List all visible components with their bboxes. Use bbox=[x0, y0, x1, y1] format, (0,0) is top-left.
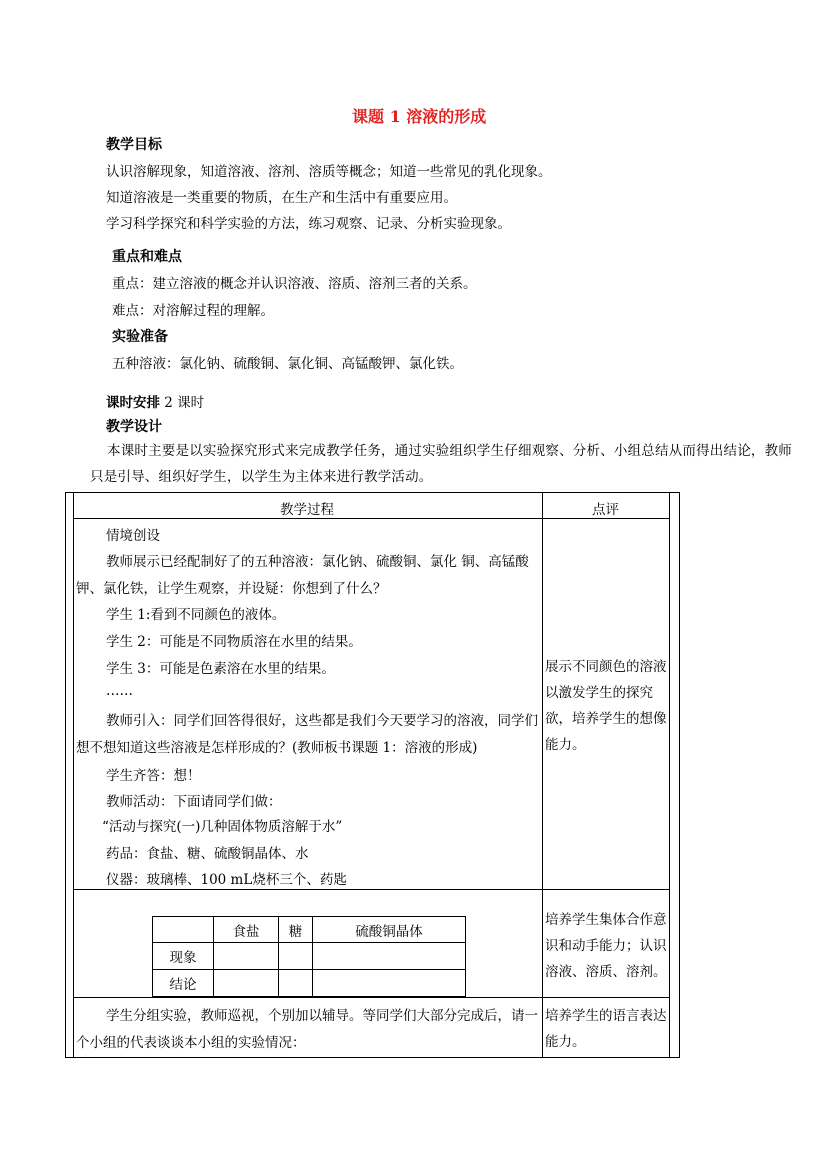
row2-comment: 培养学生集体合作意识和动手能力；认识溶液、溶质、溶剂。 bbox=[545, 912, 667, 980]
key-point-text: 重点：建立溶液的概念并认识溶液、溶质、溶剂三者的关系。 bbox=[112, 276, 477, 292]
inner-header: 糖 bbox=[279, 917, 313, 943]
goal-item: 认识溶解现象，知道溶液、溶剂、溶质等概念；知道一些常见的乳化现象。 bbox=[106, 164, 552, 180]
goal-item: 知道溶液是一类重要的物质，在生产和生活中有重要应用。 bbox=[106, 190, 457, 206]
row-line: 教师引入：同学们回答得很好，这些都是我们今天要学习的溶液，同学们想不想知道这些溶液是怎样形成的？(教师板书课题 1：溶液的形成) bbox=[76, 713, 538, 756]
row-line: “活动与探究(一)几种固体物质溶解于水” bbox=[102, 819, 343, 835]
prep-heading: 实验准备 bbox=[112, 329, 168, 345]
row1-comment: 展示不同颜色的溶液以激发学生的探究欲，培养学生的想像能力。 bbox=[545, 659, 667, 753]
inner-cell bbox=[313, 943, 466, 970]
page-title: 课题 1 溶液的形成 bbox=[352, 107, 487, 126]
design-heading: 教学设计 bbox=[106, 419, 162, 435]
inner-cell bbox=[279, 970, 313, 997]
inner-header: 食盐 bbox=[214, 917, 279, 943]
row-line: 学生 2：可能是不同物质溶在水里的结果。 bbox=[106, 634, 362, 650]
schedule-line bbox=[106, 391, 204, 411]
row3-comment: 培养学生的语言表达能力。 bbox=[545, 1008, 667, 1050]
row-line: …… bbox=[106, 683, 133, 699]
inner-row-label: 结论 bbox=[153, 970, 214, 997]
schedule-heading: 课时安排 bbox=[106, 395, 160, 411]
inner-header: 硫酸铜晶体 bbox=[313, 917, 466, 943]
inner-cell bbox=[214, 943, 279, 970]
schedule-value: 2 课时 bbox=[164, 395, 205, 411]
observation-table bbox=[152, 916, 466, 997]
inner-cell bbox=[313, 970, 466, 997]
inner-row-label: 现象 bbox=[153, 943, 214, 970]
row-line: 学生 3：可能是色素溶在水里的结果。 bbox=[106, 661, 335, 677]
header-process: 教学过程 bbox=[280, 502, 334, 518]
inner-cell bbox=[279, 943, 313, 970]
row3-text: 学生分组实验，教师巡视，个别加以辅导。等同学们大部分完成后，请一个小组的代表谈谈本小组的实验情况： bbox=[76, 1008, 538, 1051]
prep-text: 五种溶液：氯化钠、硫酸铜、氯化铜、高锰酸钾、氯化铁。 bbox=[112, 356, 463, 372]
row-line: 仪器：玻璃棒、100 mL烧杯三个、药匙 bbox=[106, 872, 347, 888]
inner-cell bbox=[214, 970, 279, 997]
row-line: 学生齐答：想！ bbox=[106, 768, 201, 784]
design-text: 本课时主要是以实验探究形式来完成教学任务，通过实验组织学生仔细观察、分析、小组总结从而得出结论，教师只是引导、组织好学生，以学生为主体来进行教学活动。 bbox=[90, 443, 792, 485]
key-points-heading: 重点和难点 bbox=[112, 249, 182, 265]
row-line: 情境创设 bbox=[106, 528, 160, 544]
row-line: 学生 1:看到不同颜色的液体。 bbox=[106, 607, 286, 623]
difficult-point-text: 难点：对溶解过程的理解。 bbox=[112, 303, 274, 319]
inner-header bbox=[153, 917, 214, 943]
goal-item: 学习科学探究和科学实验的方法，练习观察、记录、分析实验现象。 bbox=[106, 216, 511, 232]
row-line: 教师活动：下面请同学们做： bbox=[106, 794, 282, 810]
goals-heading: 教学目标 bbox=[106, 137, 162, 153]
row-line: 教师展示已经配制好了的五种溶液：氯化钠、硫酸铜、氯化 铜、高锰酸钾、氯化铁，让学生观察，并设疑：你想到了什么？ bbox=[76, 554, 529, 597]
row-line: 药品：食盐、糖、硫酸铜晶体、水 bbox=[106, 846, 309, 862]
header-comment: 点评 bbox=[592, 502, 619, 518]
